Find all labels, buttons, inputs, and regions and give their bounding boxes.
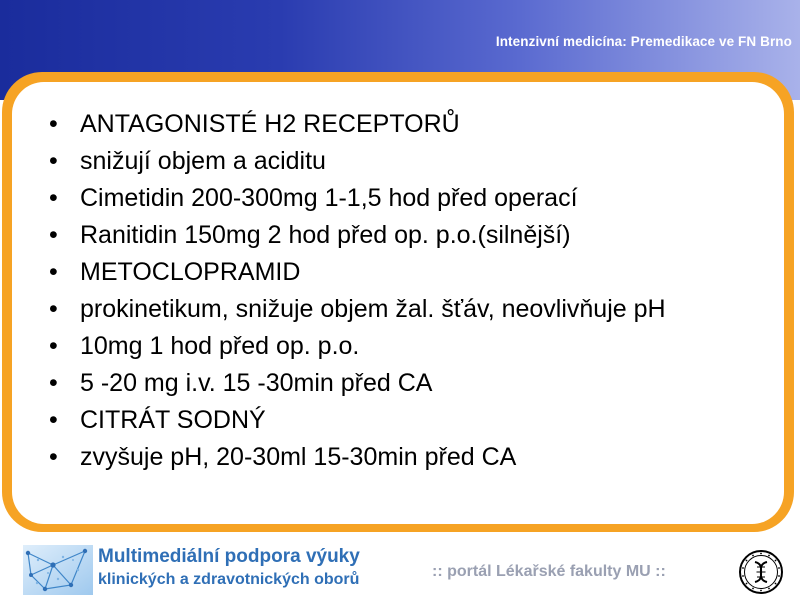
bullet-icon: •: [49, 443, 58, 471]
bullet-text: Cimetidin 200-300mg 1-1,5 hod před operací: [80, 184, 578, 212]
bullet-text: 5 -20 mg i.v. 15 -30min před CA: [80, 369, 433, 397]
bullet-item: [46, 221, 766, 249]
bullet-text: zvyšuje pH, 20-30ml 15-30min před CA: [80, 443, 517, 471]
header-title: Intenzivní medicína: Premedikace ve FN Brno: [495, 34, 792, 49]
bullet-icon: •: [49, 406, 58, 434]
bullet-text: ANTAGONISTÉ H2 RECEPTORŮ: [80, 110, 460, 138]
bullet-item: [46, 110, 766, 138]
bullet-item: [46, 258, 766, 286]
bullet-item: [46, 147, 766, 175]
bullet-text: 10mg 1 hod před op. p.o.: [80, 332, 360, 360]
bullet-text: Ranitidin 150mg 2 hod před op. p.o.(silnější): [80, 221, 571, 249]
bullet-icon: •: [49, 369, 58, 397]
bullet-text: snižují objem a aciditu: [80, 147, 326, 175]
bullet-item: [46, 443, 766, 471]
footer-portal-link[interactable]: :: portál Lékařské fakulty MU ::: [432, 563, 666, 580]
university-seal-icon: [738, 549, 784, 595]
bullet-item: [46, 369, 766, 397]
bullet-icon: •: [49, 258, 58, 286]
bullet-icon: •: [49, 332, 58, 360]
bullet-list: [46, 110, 766, 480]
bullet-text: CITRÁT SODNÝ: [80, 406, 266, 434]
bullet-icon: •: [49, 110, 58, 138]
footer-logo-subtitle: klinických a zdravotnických oborů: [98, 571, 360, 588]
network-mesh-icon: [23, 545, 93, 595]
bullet-icon: •: [49, 184, 58, 212]
bullet-icon: •: [49, 147, 58, 175]
footer-logo-title: Multimediální podpora výuky: [98, 546, 360, 567]
bullet-text: prokinetikum, snižuje objem žal. šťáv, neovlivňuje pH: [80, 295, 666, 323]
bullet-item: [46, 332, 766, 360]
bullet-item: [46, 295, 766, 323]
bullet-icon: •: [49, 221, 58, 249]
bullet-icon: •: [49, 295, 58, 323]
bullet-item: [46, 184, 766, 212]
bullet-item: [46, 406, 766, 434]
bullet-text: METOCLOPRAMID: [80, 258, 301, 286]
